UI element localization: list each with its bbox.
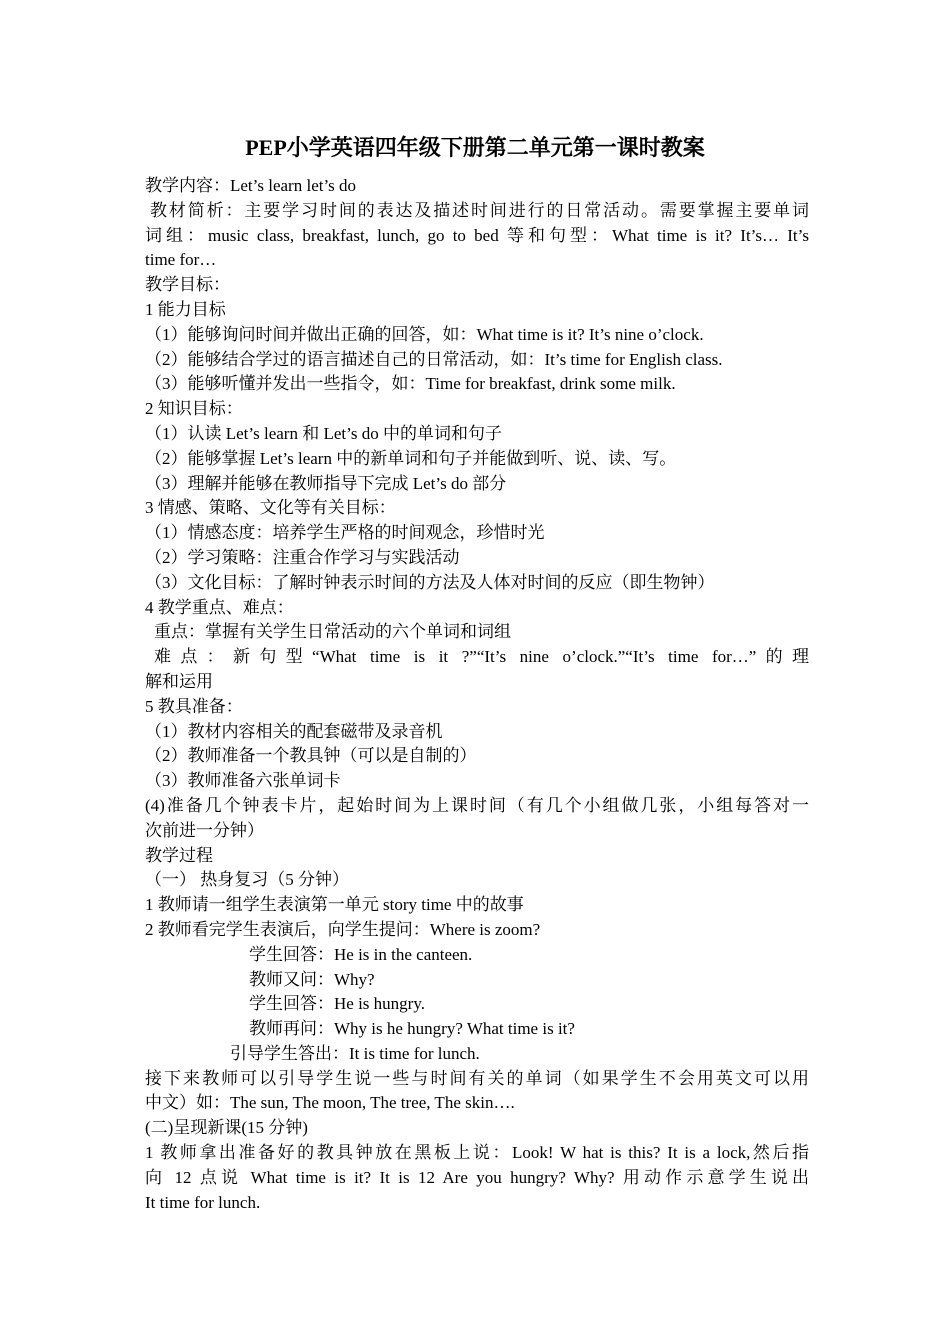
text-line: 教材简析：主要学习时间的表达及描述时间进行的日常活动。需要掌握主要单词 [150,200,809,220]
text-line: 中文）如：The sun, The moon, The tree, The skin…. [145,1093,515,1113]
text-line: 1 教师拿出准备好的教具钟放在黑板上说：Look! W hat is this? It is a lock,然后指 [145,1143,809,1163]
text-line: It time for lunch. [145,1192,261,1212]
text-line: （3）文化目标：了解时钟表示时间的方法及人体对时间的反应（即生物钟） [145,572,715,592]
text-line: （1）能够询问时间并做出正确的回答，如：What time is it? It’s nine o’clock. [145,324,704,344]
text-line: 2 教师看完学生表演后，向学生提问：Where is zoom? [145,919,541,939]
text-line: 2 知识目标： [145,399,243,419]
text-line: （一） 热身复习（5 分钟） [145,870,349,890]
dialogue-line: 教师再问：Why is he hungry? What time is it? [249,1019,575,1039]
text-line: 向 12 点说 What time is it? It is 12 Are you hungry? Why? 用动作示意学生说出 [145,1167,809,1187]
text-line: 教学目标： [145,275,230,295]
text-line: （3）理解并能够在教师指导下完成 Let’s do 部分 [145,473,507,493]
dialogue-line: 引导学生答出：It is time for lunch. [230,1043,480,1063]
text-line: (4)准备几个钟表卡片，起始时间为上课时间（有几个小组做几张，小组每答对一 [145,795,809,815]
text-line: 1 能力目标 [145,299,226,319]
text-line: （1）教材内容相关的配套磁带及录音机 [145,721,443,741]
text-line: 难点：新句型“What time is it ?”“It’s nine o’clock.”“It’s time for…”的理 [154,647,809,667]
dialogue-line: 教师又问：Why? [249,969,375,989]
text-line: （3）教师准备六张单词卡 [145,771,341,791]
text-line: 次前进一分钟） [145,820,264,840]
dialogue-line: 学生回答：He is in the canteen. [249,944,473,964]
text-line: 5 教具准备： [145,696,243,716]
text-line: 教学过程 [145,845,213,865]
text-line: （2）能够掌握 Let’s learn 中的新单词和句子并能做到听、说、读、写。 [145,448,677,468]
document-title: PEP小学英语四年级下册第二单元第一课时教案 [245,135,705,160]
text-line: (二)呈现新课(15 分钟) [145,1118,308,1138]
text-line: 词组：music class, breakfast, lunch, go to bed 等和句型：What time is it? It’s… It’s [145,225,809,245]
text-line: （3）能够听懂并发出一些指令，如：Time for breakfast, drink some milk. [145,374,676,394]
text-line: time for… [145,250,217,270]
text-line: 3 情感、策略、文化等有关目标： [145,498,396,518]
text-line: （2）学习策略：注重合作学习与实践活动 [145,547,460,567]
text-line: （1）认读 Let’s learn 和 Let’s do 中的单词和句子 [145,423,502,443]
text-line: 重点：掌握有关学生日常活动的六个单词和词组 [154,622,511,642]
text-line: 解和运用 [145,671,213,691]
text-line: （2）能够结合学过的语言描述自己的日常活动，如：It’s time for English class. [145,349,723,369]
dialogue-line: 学生回答：He is hungry. [249,994,425,1014]
text-line: 1 教师请一组学生表演第一单元 story time 中的故事 [145,895,524,915]
text-line: （2）教师准备一个教具钟（可以是自制的） [145,746,477,766]
text-line: 教学内容：Let’s learn let’s do [145,176,357,195]
text-line: 接下来教师可以引导学生说一些与时间有关的单词（如果学生不会用英文可以用 [145,1068,809,1088]
text-line: （1）情感态度：培养学生严格的时间观念，珍惜时光 [145,523,545,543]
document-body [145,174,809,1215]
text-line: 4 教学重点、难点： [145,597,294,617]
